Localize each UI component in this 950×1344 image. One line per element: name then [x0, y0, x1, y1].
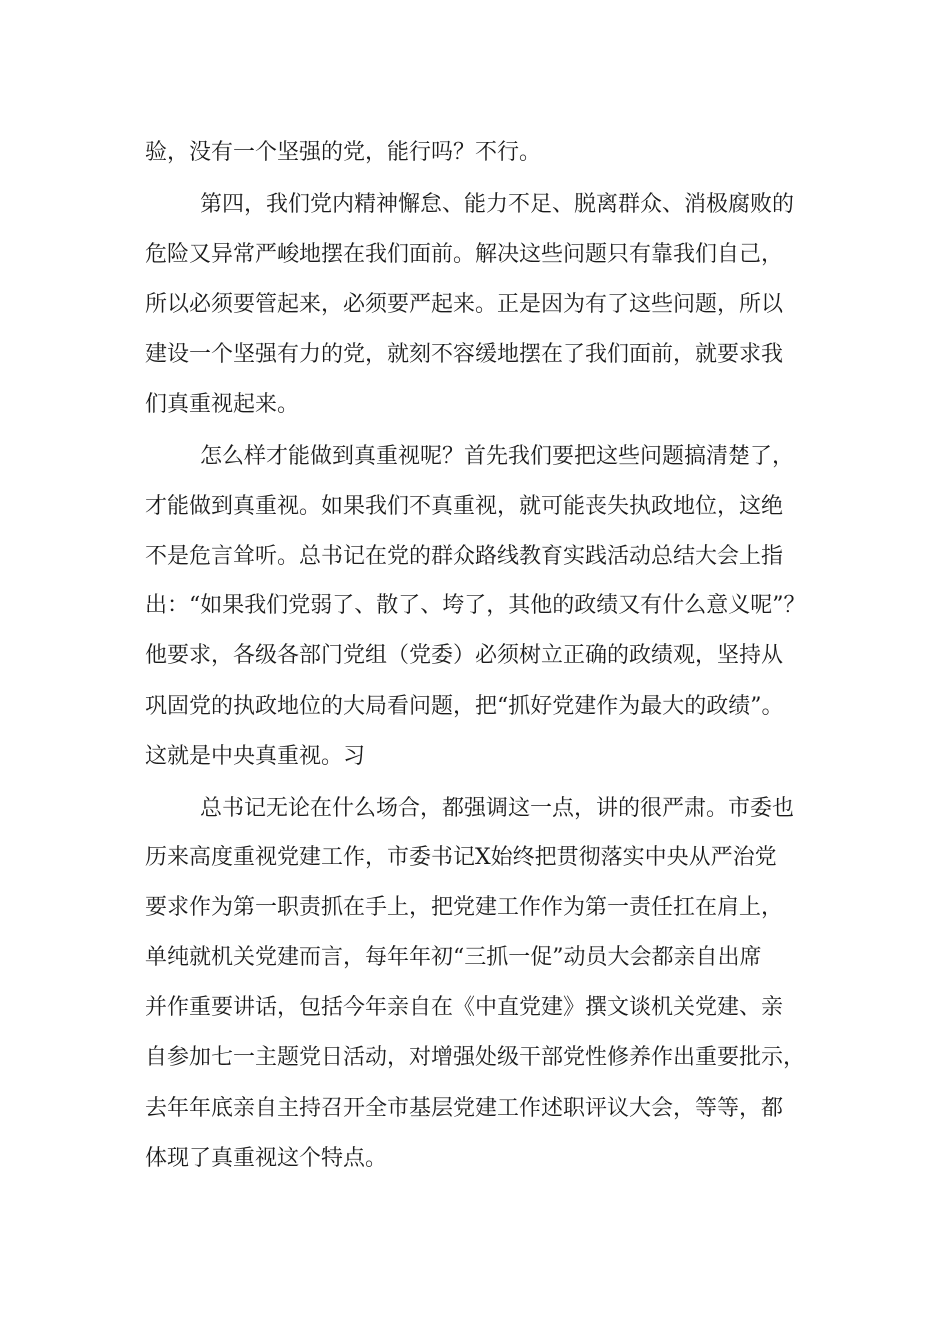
text-line: 出：“如果我们党弱了、散了、垮了，其他的政绩又有什么意义呢”？ [145, 593, 806, 618]
text-line: 自参加七一主题党日活动，对增强处级干部党性修养作出重要批示， [145, 1045, 806, 1070]
text-line: 并作重要讲话，包括今年亲自在《中直党建》撰文谈机关党建、亲 [145, 995, 784, 1020]
text-line: 单纯就机关党建而言，每年年初“三抓一促”动员大会都亲自出席 [145, 945, 762, 970]
text-line: 这就是中央真重视。习 [145, 744, 366, 769]
text-line: 要求作为第一职责抓在手上，把党建工作作为第一责任扛在肩上， [145, 895, 784, 920]
text-line: 建设一个坚强有力的党，就刻不容缓地摆在了我们面前，就要求我 [145, 342, 784, 367]
text-line: 们真重视起来。 [145, 392, 300, 417]
text-line: 危险又异常严峻地摆在我们面前。解决这些问题只有靠我们自己， [145, 242, 784, 267]
paragraph-first-line: 怎么样才能做到真重视呢？首先我们要把这些问题搞清楚了， [200, 444, 795, 469]
text-line: 巩固党的执政地位的大局看问题，把“抓好党建作为最大的政绩”。 [145, 694, 784, 719]
text-line: 他要求，各级各部门党组（党委）必须树立正确的政绩观，坚持从 [145, 643, 784, 668]
text-line: 验，没有一个坚强的党，能行吗？不行。 [145, 140, 542, 165]
text-line: 体现了真重视这个特点。 [145, 1146, 388, 1171]
text-line: 所以必须要管起来，必须要严起来。正是因为有了这些问题，所以 [145, 292, 784, 317]
paragraph-first-line: 第四，我们党内精神懈怠、能力不足、脱离群众、消极腐败的 [200, 192, 795, 217]
text-line: 才能做到真重视。如果我们不真重视，就可能丧失执政地位，这绝 [145, 494, 784, 519]
text-line: 历来高度重视党建工作，市委书记X始终把贯彻落实中央从严治党 [145, 845, 777, 870]
text-line: 不是危言耸听。总书记在党的群众路线教育实践活动总结大会上指 [145, 544, 784, 569]
paragraph-first-line: 总书记无论在什么场合，都强调这一点，讲的很严肃。市委也 [200, 796, 795, 821]
text-line: 去年年底亲自主持召开全市基层党建工作述职评议大会，等等，都 [145, 1096, 784, 1121]
